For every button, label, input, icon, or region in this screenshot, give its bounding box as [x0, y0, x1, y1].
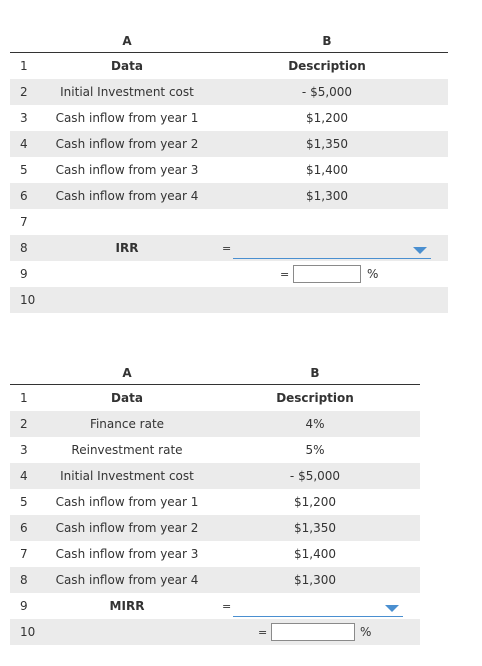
- row-number: 1: [20, 59, 28, 73]
- table-row: [10, 157, 448, 183]
- table-row: [10, 411, 420, 437]
- chevron-down-icon: [385, 605, 399, 612]
- column-a-header: A: [122, 366, 132, 380]
- table-row: [10, 79, 448, 105]
- row-number: 1: [20, 391, 28, 405]
- table-row: [10, 437, 420, 463]
- chevron-down-icon: [413, 247, 427, 254]
- irr-dropdown[interactable]: [233, 239, 431, 259]
- mirr-percent-input[interactable]: [271, 623, 355, 641]
- row-number: 9: [20, 599, 28, 613]
- data-label: Initial Investment cost: [60, 85, 194, 99]
- data-value: $1,350: [306, 137, 348, 151]
- data-value: $1,300: [294, 573, 336, 587]
- table-row: [10, 515, 420, 541]
- data-label: Cash inflow from year 2: [55, 137, 199, 151]
- table-row: [10, 489, 420, 515]
- table-row: [10, 593, 420, 619]
- data-label: Cash inflow from year 1: [55, 495, 199, 509]
- data-value: - $5,000: [301, 85, 353, 99]
- data-value: - $5,000: [289, 469, 341, 483]
- equals-sign: =: [222, 241, 232, 255]
- row-number: 9: [20, 267, 28, 281]
- table-row: [10, 183, 448, 209]
- column-b-title: Description: [276, 391, 354, 405]
- table-row: [10, 463, 420, 489]
- data-value: $1,400: [294, 547, 336, 561]
- data-value: 5%: [305, 443, 325, 457]
- data-value: $1,350: [294, 521, 336, 535]
- table-row: [10, 235, 448, 261]
- row-number: 5: [20, 495, 28, 509]
- data-label: Cash inflow from year 1: [55, 111, 199, 125]
- table-row: [10, 541, 420, 567]
- irr-label: IRR: [115, 241, 139, 255]
- table-header: [10, 30, 448, 53]
- row-number: 4: [20, 137, 28, 151]
- column-a-header: A: [122, 34, 132, 48]
- irr-percent-input[interactable]: [293, 265, 361, 283]
- irr-table: [10, 30, 448, 313]
- data-label: Cash inflow from year 3: [55, 163, 199, 177]
- data-value: 4%: [305, 417, 325, 431]
- table-row: [10, 131, 448, 157]
- row-number: 4: [20, 469, 28, 483]
- row-number: 3: [20, 111, 28, 125]
- column-b-title: Description: [288, 59, 366, 73]
- table-row: [10, 105, 448, 131]
- column-b-header: B: [310, 366, 320, 380]
- row-number: 2: [20, 85, 28, 99]
- data-label: Cash inflow from year 2: [55, 521, 199, 535]
- row-number: 10: [20, 625, 36, 639]
- data-label: Reinvestment rate: [71, 443, 183, 457]
- data-label: Finance rate: [89, 417, 165, 431]
- row-number: 8: [20, 573, 28, 587]
- percent-unit: %: [360, 625, 372, 639]
- mirr-label: MIRR: [109, 599, 145, 613]
- row-number: 8: [20, 241, 28, 255]
- data-label: Cash inflow from year 4: [55, 189, 199, 203]
- data-label: Cash inflow from year 3: [55, 547, 199, 561]
- column-b-header: B: [322, 34, 332, 48]
- table-row: [10, 261, 448, 287]
- data-label: Cash inflow from year 4: [55, 573, 199, 587]
- row-number: 5: [20, 163, 28, 177]
- data-value: $1,400: [306, 163, 348, 177]
- equals-sign: =: [258, 625, 268, 639]
- equals-sign: =: [222, 599, 232, 613]
- mirr-dropdown[interactable]: [233, 597, 403, 617]
- mirr-table: [10, 362, 420, 645]
- table-row: [10, 385, 420, 411]
- row-number: 7: [20, 547, 28, 561]
- percent-unit: %: [367, 267, 379, 281]
- data-value: $1,200: [294, 495, 336, 509]
- data-label: Initial Investment cost: [60, 469, 194, 483]
- data-value: $1,200: [306, 111, 348, 125]
- row-number: 3: [20, 443, 28, 457]
- table-row: [10, 567, 420, 593]
- table-row: [10, 287, 448, 313]
- row-number: 7: [20, 215, 28, 229]
- table-row: [10, 209, 448, 235]
- table-row: [10, 619, 420, 645]
- table-row: [10, 53, 448, 79]
- equals-sign: =: [280, 267, 290, 281]
- row-number: 2: [20, 417, 28, 431]
- table-header: [10, 362, 420, 385]
- row-number: 6: [20, 189, 28, 203]
- column-a-title: Data: [111, 59, 143, 73]
- data-value: $1,300: [306, 189, 348, 203]
- column-a-title: Data: [111, 391, 143, 405]
- row-number: 10: [20, 293, 36, 307]
- row-number: 6: [20, 521, 28, 535]
